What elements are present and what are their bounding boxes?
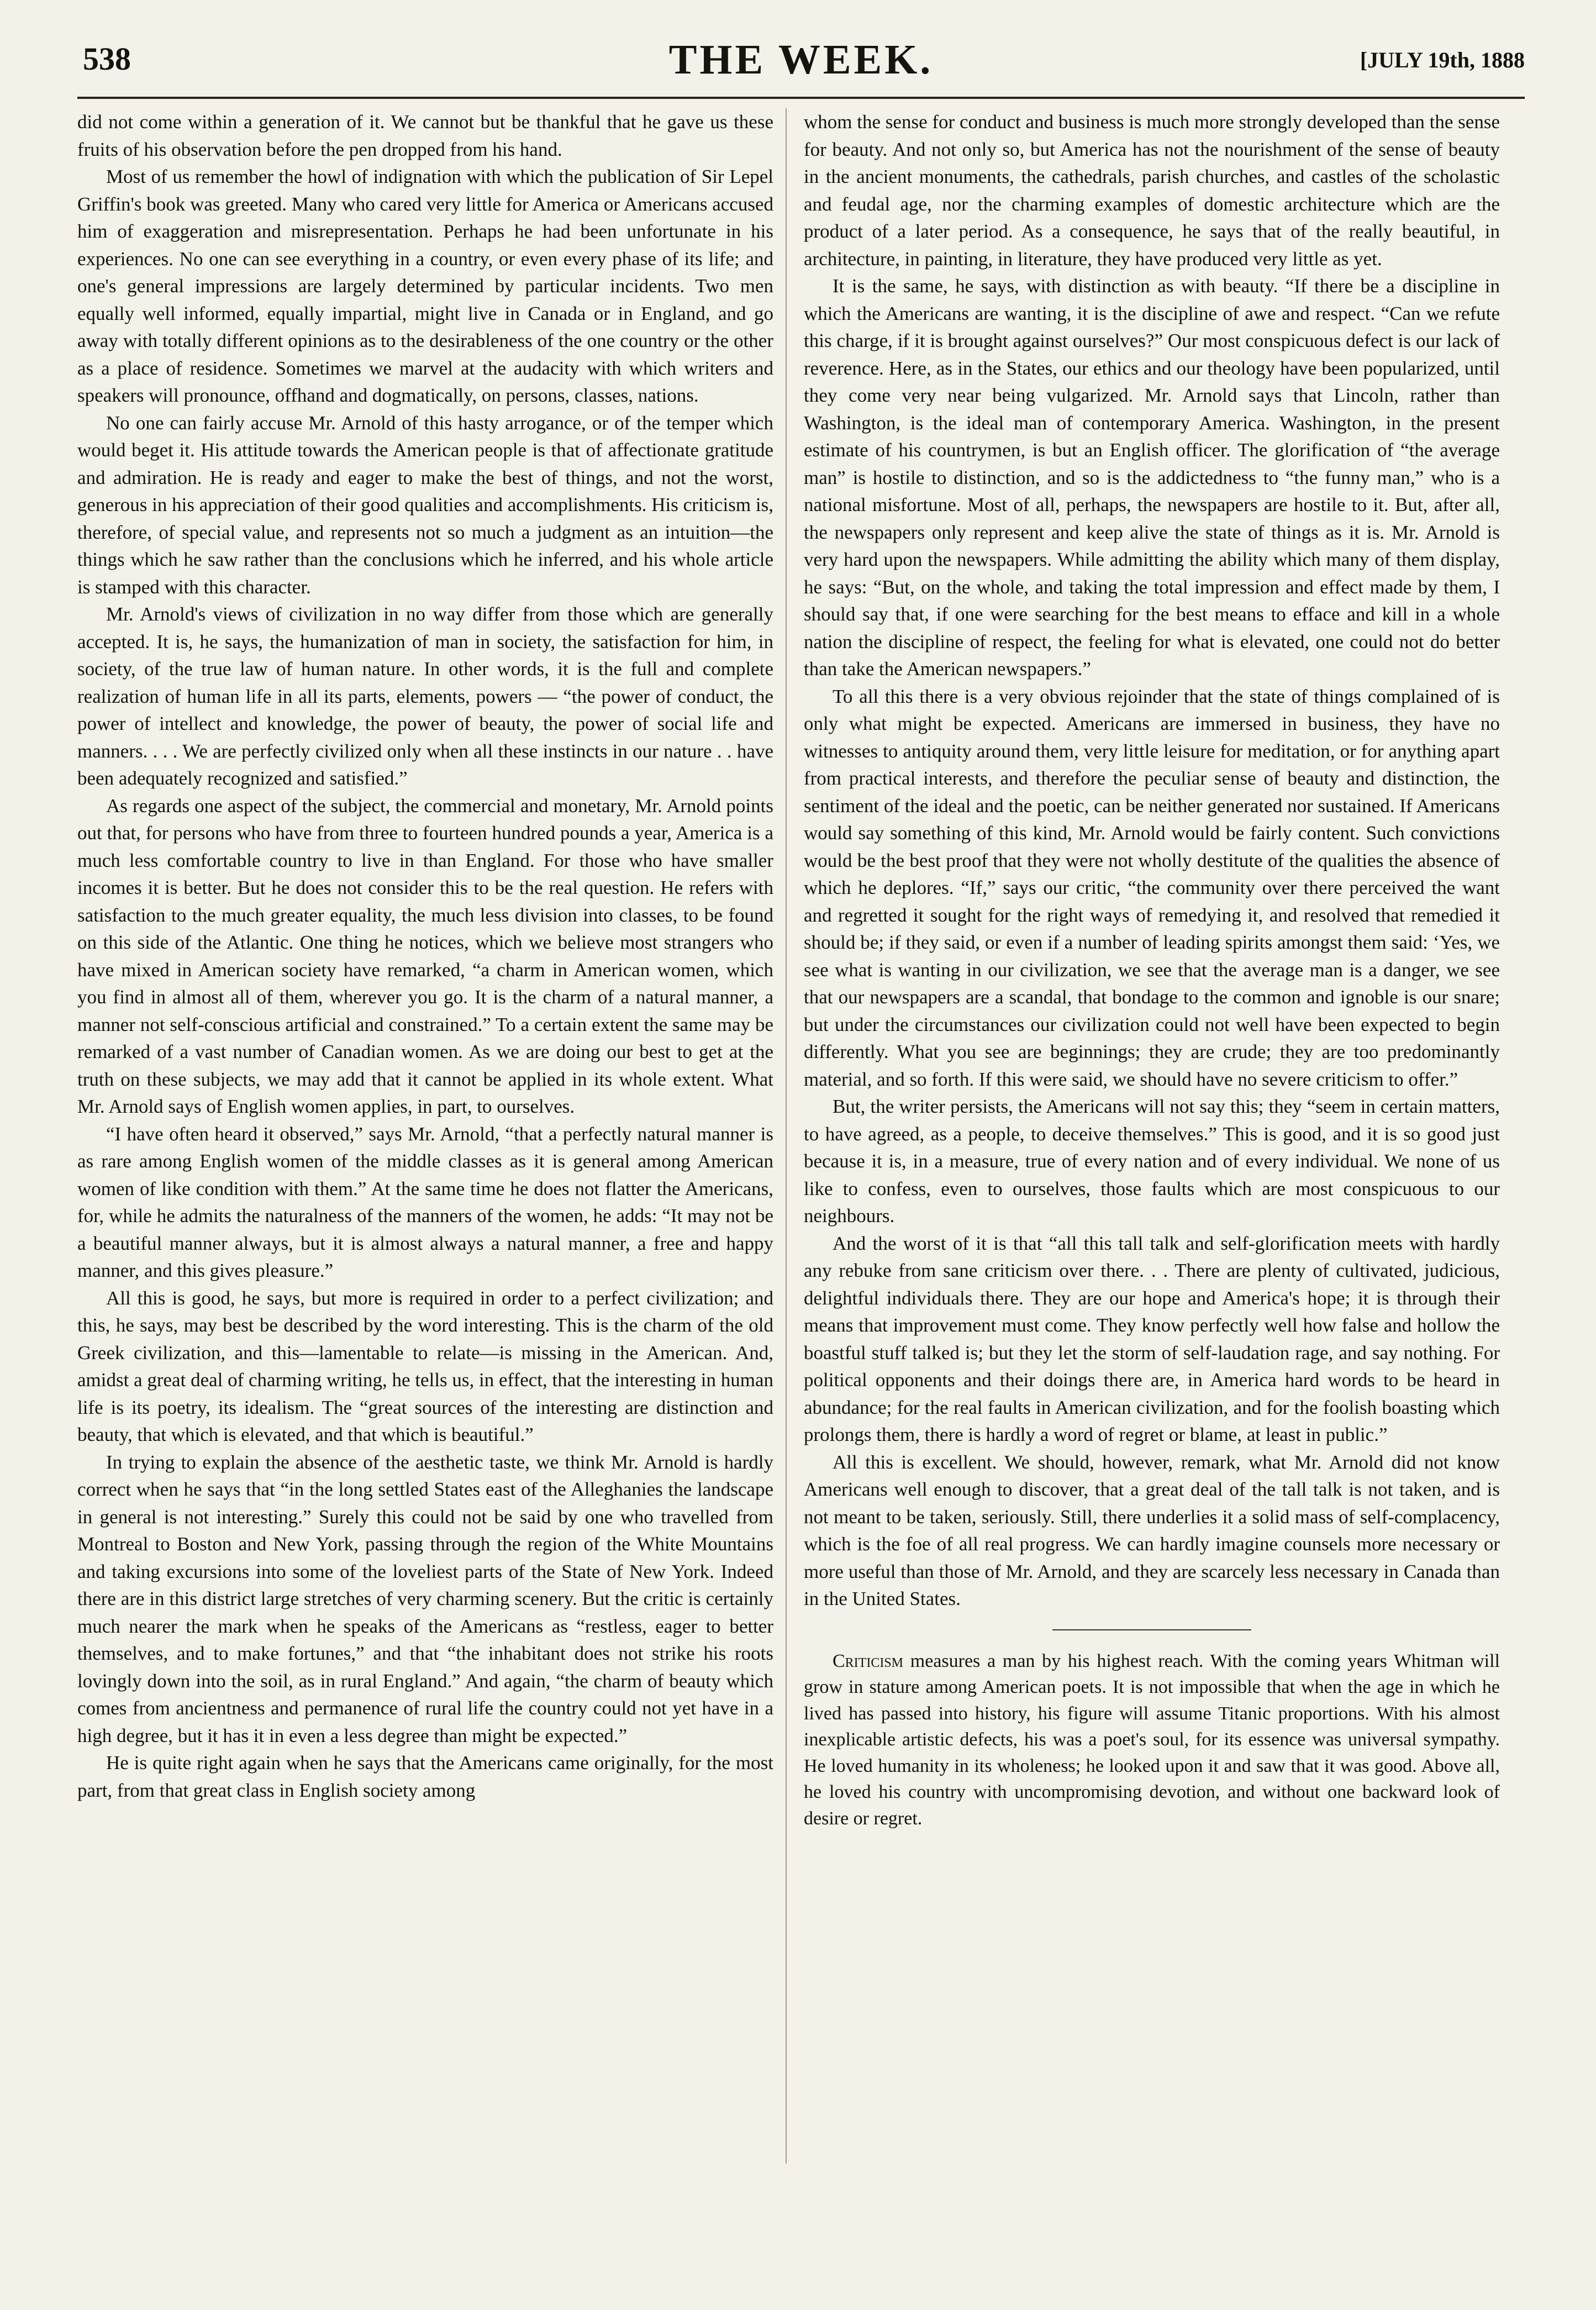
page-header bbox=[77, 30, 1525, 99]
section-separator bbox=[1052, 1629, 1251, 1630]
paragraph: All this is excellent. We should, however, remark, what Mr. Arnold did not know Americans well enough to discover, that a great deal of the tall talk is not taken, and is not meant to be taken, seriously. Still, there underlies it a solid mass of self-complacency, which is the foe of all real progress. We can hardly imagine counsels more necessary or more useful than those of Mr. Arnold, and they are scarcely less necessary in Canada than in the United States. bbox=[804, 1451, 1500, 1609]
paragraph: But, the writer persists, the Americans will not say this; they “seem in certain matters, to have agreed, as a people, to deceive themselves.” This is good, and it is so good just because it is, in a measure, true of every nation and of every individual. We none of us like to confess, even to ourselves, those faults which are most conspicuous to our neighbours. bbox=[804, 1096, 1500, 1227]
paragraph: And the worst of it is that “all this tall talk and self-glorification meets with hardly any rebuke from sane criticism over there. . . There are plenty of cultivated, judicious, delightful individuals there. They are our hope and America's hope; it is through their means that improvement must come. They know perfectly well how false and hollow the boastful stuff talked is; but they let the storm of self-laudation rage, and say nothing. For political opponents and their doings there are, in America hard words to be heard in abundance; for the real faults in American civilization, and for the foolish boasting which prolongs them, there is hardly a word of regret or blame, at least in public.” bbox=[804, 1232, 1500, 1445]
paragraph: All this is good, he says, but more is required in order to a perfect civilization; and this, he says, may best be described by the word interesting. This is the charm of the old Greek civilization, and this—lamentable to relate—is missing in the American. And, amidst a great deal of charming writing, he tells us, in effect, that the interesting in human life is its poetry, its idealism. The “great sources of the interesting are distinction and beauty, that which is elevated, and that which is beautiful.” bbox=[77, 1287, 773, 1445]
masthead-title: THE WEEK. bbox=[668, 36, 934, 83]
note-lead-word: Criticism bbox=[833, 1650, 904, 1671]
paragraph: No one can fairly accuse Mr. Arnold of this hasty arrogance, or of the temper which would beget it. His attitude towards the American people is that of affectionate gratitude and admiration. He is ready and eager to make the best of things, and not the worst, generous in his appreciation of their good qualities and accomplishments. His criticism is, therefore, of special value, and represents not so much a judgment as an intuition—the things which he saw rather than the conclusions which he inferred, and his whole article is stamped with this character. bbox=[77, 412, 773, 598]
paragraph: whom the sense for conduct and business is much more strongly developed than the sense for beauty. And not only so, but America has not the nourishment of the sense of beauty in the ancient monuments, the cathedrals, parish churches, and castles of the scholastic and feudal age, nor the charming examples of domestic architecture which are the product of a later period. As a consequence, he says that of the really beautiful, in architecture, in painting, in literature, they have produced very little as yet. bbox=[804, 111, 1500, 270]
criticism-note bbox=[804, 1648, 1500, 1832]
paragraph: It is the same, he says, with distinction as with beauty. “If there be a discipline in which the Americans are wanting, it is the discipline of awe and respect. “Can we refute this charge, if it is brought against ourselves?” Our most conspicuous defect is our lack of reverence. Here, as in the States, our ethics and our theology have been popularized, until they come very near being vulgarized. Mr. Arnold says that Lincoln, rather than Washington, is the ideal man of contemporary America. Washington, in the present estimate of his countrymen, is but an English officer. The glorification of “the average man” is hostile to distinction, and so is the addictedness to “the funny man,” who is a national misfortune. Most of all, perhaps, the newspapers are hostile to it. But, after all, the newspapers only represent and keep alive the state of things as it is. Mr. Arnold is very hard upon the newspapers. While admitting the ability which many of them display, he says: “But, on the whole, and taking the total impression and effect made by them, I should say that, if one were searching for the best means to efface and kill in a whole nation the discipline of respect, the feeling for what is elevated, one could not do better than take the American newspapers.” bbox=[804, 275, 1500, 680]
paragraph: “I have often heard it observed,” says Mr. Arnold, “that a perfectly natural manner is as rare among English women of the middle classes as it is general among American women of like condition with them.” At the same time he does not flatter the Americans, for, while he admits the naturalness of the manners of the women, he adds: “It may not be a beautiful manner always, but it is almost always a natural manner, a free and happy manner, and this gives pleasure.” bbox=[77, 1123, 773, 1281]
issue-date: [JULY 19th, 1888 bbox=[1360, 48, 1525, 72]
paragraph: He is quite right again when he says that the Americans came originally, for the most part, from that great class in English society among bbox=[77, 1752, 773, 1801]
right-column bbox=[804, 108, 1500, 1832]
paragraph: In trying to explain the absence of the aesthetic taste, we think Mr. Arnold is hardly correct when he says that “in the long settled States east of the Alleghanies the landscape in general is not interesting.” Surely this could not be said by one who travelled from Montreal to Boston and New York, passing through the region of the White Mountains and taking excursions into some of the loveliest parts of the State of New York. Indeed there are in this district large stretches of very charming scenery. But the critic is certainly much nearer the mark when he speaks of the Americans as “restless, eager to better themselves, and to make fortunes,” and that “the inhabitant does not strike his roots lovingly down into the soil, as in rural England.” And again, “the charm of beauty which comes from ancientness and permanence of rural life the country could not yet have in a high degree, but it has it in even a less degree than might be expected.” bbox=[77, 1451, 773, 1746]
note-body: measures a man by his highest reach. With the coming years Whitman will grow in stature among American poets. It is not impossible that when the age in which he lived has passed into history, his figure will assume Titanic proportions. With his almost inexplicable artistic defects, his was a poet's soul, for its essence was universal sympathy. He loved humanity in its wholeness; he looked upon it and saw that it was good. Above all, he loved his country with uncompromising devotion, and without one backward look of desire or regret. bbox=[804, 1650, 1500, 1829]
paragraph: did not come within a generation of it. We cannot but be thankful that he gave us these fruits of his observation before the pen dropped from his hand. bbox=[77, 111, 773, 160]
paragraph: To all this there is a very obvious rejoinder that the state of things complained of is only what might be expected. Americans are immersed in business, they have no witnesses to antiquity around them, very little leisure for meditation, or for anything apart from practical interests, and therefore the peculiar sense of beauty and distinction, the sentiment of the ideal and the poetic, can be neither generated nor sustained. If Americans would say something of this kind, Mr. Arnold would be fairly content. Such convictions would be the best proof that they were not wholly destitute of the qualities the absence of which he deplores. “If,” says our critic, “the community over there perceived the want and regretted it sought for the right ways of remedying it, and resolved that remedied it should be; if they said, or even if a number of leading spirits amongst them said: ‘Yes, we see what is wanting in our civilization, we see that the average man is a danger, we see that our newspapers are a scandal, that bondage to the common and ignoble is our snare; but under the circumstances our civilization could not well have been expected to begin differently. What you see are beginnings; they are crude; they are too predominantly material, and so forth. If this were said, we should have no severe criticism to offer.” bbox=[804, 685, 1500, 1090]
paragraph: Most of us remember the howl of indignation with which the publication of Sir Lepel Griffin's book was greeted. Many who cared very little for America or Americans accused him of exaggeration and misrepresentation. Perhaps he had been unfortunate in his experiences. No one can see everything in a country, or even every phase of its life; and one's general impressions are largely determined by particular incidents. Two men equally well informed, equally impartial, might live in Canada or in England, and go away with totally different opinions as to the desirableness of the one country or the other as a place of residence. Sometimes we marvel at the audacity with which writers and speakers will pronounce, offhand and dogmatically, on persons, classes, nations. bbox=[77, 166, 773, 406]
paragraph: As regards one aspect of the subject, the commercial and monetary, Mr. Arnold points out that, for persons who have from three to fourteen hundred pounds a year, America is a much less comfortable country to live in than England. For those who have smaller incomes it is better. But he does not consider this to be the real question. He refers with satisfaction to the much greater equality, the much less division into classes, to be found on this side of the Atlantic. One thing he notices, which we believe most strangers who have mixed in American society have remarked, “a charm in American women, which you find in almost all of them, wherever you go. It is the charm of a natural manner, a manner not self-conscious artificial and constrained.” To a certain extent the same may be remarked of a vast number of Canadian women. As we are doing our best to get at the truth on these subjects, we may add that it cannot be applied in its whole extent. What Mr. Arnold says of English women applies, in part, to ourselves. bbox=[77, 794, 773, 1117]
paragraph: Mr. Arnold's views of civilization in no way differ from those which are generally accepted. It is, he says, the humanization of man in society, the satisfaction for him, in society, of the true law of human nature. In other words, it is the full and complete realization of human life in all its parts, elements, powers — “the power of conduct, the power of intellect and knowledge, the power of beauty, the power of social life and manners. . . . We are perfectly civilized only when all these instincts in our nature . . have been adequately recognized and satisfied.” bbox=[77, 603, 773, 789]
column-divider bbox=[786, 108, 787, 2164]
left-column bbox=[77, 108, 773, 1804]
page-number: 538 bbox=[83, 41, 131, 77]
